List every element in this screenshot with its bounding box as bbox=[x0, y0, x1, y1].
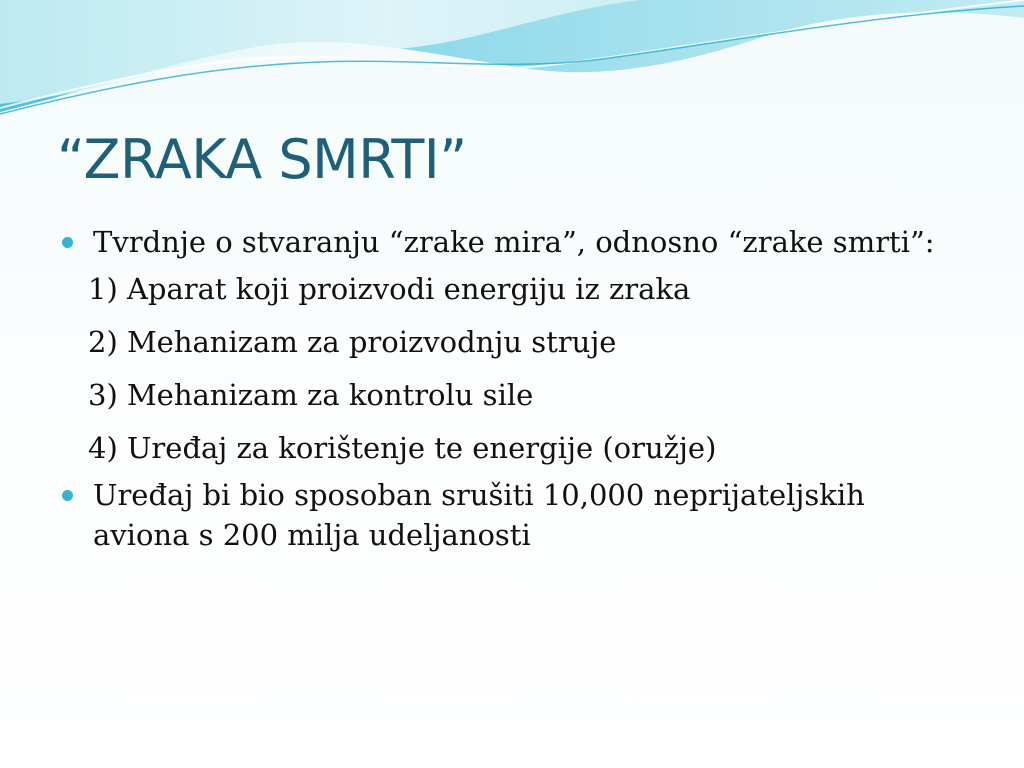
decorative-wave-header bbox=[0, 0, 1024, 140]
bullet-text: Uređaj bi bio sposoban srušiti 10,000 neprijateljskih aviona s 200 milja udeljanosti bbox=[93, 478, 865, 552]
bullet-item bbox=[60, 475, 960, 555]
bullet-text: Tvrdnje o stvaranju “zrake mira”, odnosno “zrake smrti”: bbox=[93, 225, 935, 259]
slide-content bbox=[60, 222, 960, 555]
sub-item: 1) Aparat koji proizvodi energiju iz zraka bbox=[88, 272, 691, 306]
slide-title: “ZRAKA SMRTI” bbox=[57, 128, 467, 191]
sub-item: 4) Uređaj za korištenje te energije (oružje) bbox=[88, 431, 717, 465]
sub-item: 2) Mehanizam za proizvodnju struje bbox=[88, 325, 617, 359]
sub-item: 3) Mehanizam za kontrolu sile bbox=[88, 378, 534, 412]
bullet-icon bbox=[62, 237, 73, 248]
bullet-icon bbox=[62, 490, 73, 501]
bullet-item bbox=[60, 222, 960, 262]
